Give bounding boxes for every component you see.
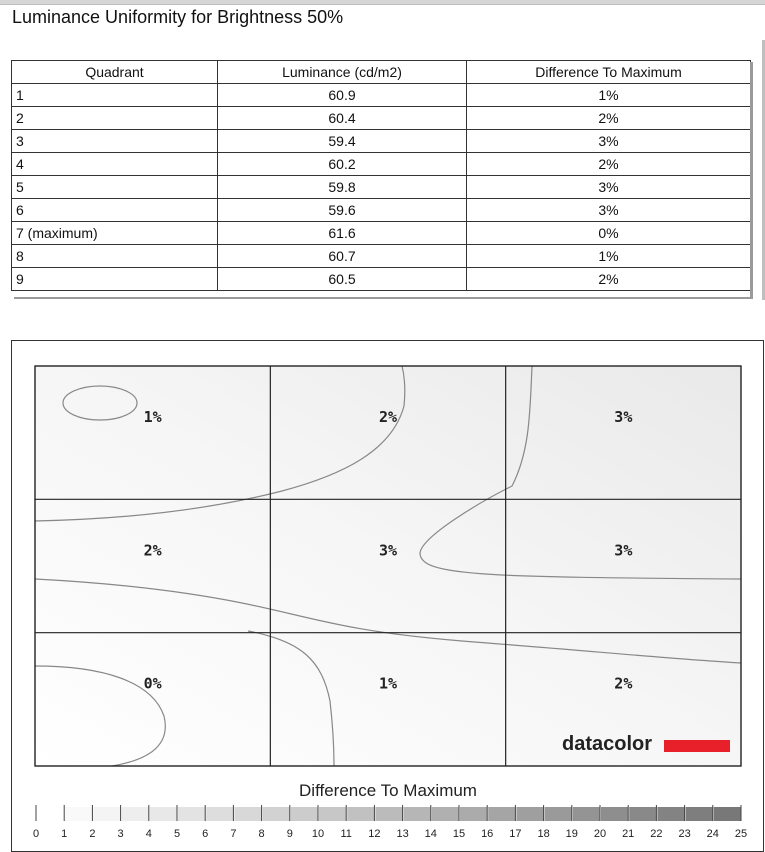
difference-cell: 2% [467,268,751,291]
brand-text: datacolor [562,733,653,755]
legend-tick-label: 8 [258,828,265,840]
legend-swatch [263,807,290,821]
luminance-cell: 59.6 [218,199,467,222]
legend-tick-label: 21 [622,828,635,840]
cell-label: 1% [378,674,398,693]
legend-tick-label: 15 [452,828,466,840]
luminance-cell: 59.4 [218,130,467,153]
table-row [12,176,751,199]
quadrant-cell: 8 [12,245,218,268]
chart-area [35,366,741,766]
difference-cell: 2% [467,107,751,130]
legend-swatch [319,807,346,821]
difference-cell: 3% [467,199,751,222]
legend-tick-label: 5 [173,828,181,840]
legend-swatch [347,807,374,821]
legend-tick-label: 14 [424,828,437,840]
legend-tick-label: 11 [340,828,352,840]
legend-swatch [516,807,543,821]
legend-tick-label: 22 [650,828,663,840]
legend-swatch [629,807,656,821]
legend-tick-label: 20 [593,828,607,840]
col-header-difference: Difference To Maximum [467,61,751,84]
legend-swatch [545,807,572,821]
legend-swatch [686,807,713,821]
legend-tick-label: 7 [230,828,237,840]
table-row [12,268,751,291]
legend-swatch [601,807,628,821]
legend-swatch [37,807,64,821]
legend-scale [33,805,747,840]
cell-label: 0% [143,674,162,693]
quadrant-cell: 3 [12,130,218,153]
legend-tick-label: 24 [706,828,719,840]
luminance-table [11,60,751,291]
brand-bar [664,740,730,752]
legend-swatch [657,807,684,821]
legend-swatch [460,807,487,821]
difference-cell: 2% [467,153,751,176]
legend-swatch [404,807,431,821]
luminance-cell: 60.9 [218,84,467,107]
quadrant-cell: 1 [12,84,218,107]
legend-tick-label: 9 [286,828,293,840]
top-rule-line [0,4,765,5]
luminance-cell: 61.6 [218,222,467,245]
legend-tick-label: 12 [368,828,381,840]
legend-swatch [206,807,233,821]
legend-swatch [178,807,205,821]
cell-label: 3% [378,541,398,560]
legend-swatch [432,807,459,821]
cell-label: 2% [378,408,398,426]
quadrant-cell: 2 [12,107,218,130]
luminance-cell: 60.4 [218,107,467,130]
table-row [12,199,751,222]
luminance-cell: 60.5 [218,268,467,291]
table-row [12,153,751,176]
quadrant-cell: 5 [12,176,218,199]
cell-label: 3% [614,408,633,426]
difference-cell: 3% [467,176,751,199]
uniformity-chart-panel [11,340,764,852]
uniformity-chart [12,341,763,843]
luminance-cell: 60.2 [218,153,467,176]
cell-label: 3% [614,541,633,560]
legend-swatch [93,807,120,821]
legend-title: Difference To Maximum [299,781,477,800]
cell-label: 2% [614,674,633,693]
table-row [12,107,751,130]
difference-cell: 1% [467,245,751,268]
legend-tick-label: 1 [61,828,68,840]
legend-tick-label: 19 [565,828,578,840]
col-header-quadrant: Quadrant [12,61,218,84]
legend-swatch [375,807,402,821]
table-header-row [12,61,751,84]
legend-tick-label: 23 [678,828,691,840]
legend-tick-label: 17 [509,828,522,840]
quadrant-cell: 4 [12,153,218,176]
page-title: Luminance Uniformity for Brightness 50% [12,7,344,27]
legend-swatch [573,807,600,821]
legend-tick-label: 25 [734,828,748,840]
legend-swatch [122,807,149,821]
difference-cell: 1% [467,84,751,107]
quadrant-cell: 9 [12,268,218,291]
legend-tick-label: 4 [145,828,152,840]
legend-tick-label: 6 [202,828,209,840]
cell-label: 1% [143,408,162,426]
difference-cell: 0% [467,222,751,245]
legend-swatch [65,807,92,821]
col-header-luminance: Luminance (cd/m2) [218,61,467,84]
luminance-cell: 59.8 [218,176,467,199]
legend-tick-label: 3 [117,828,124,840]
legend-swatch [714,807,741,821]
table-row [12,130,751,153]
table-shadow-bottom [14,297,753,299]
legend-tick-label: 16 [481,828,494,840]
legend-swatch [488,807,515,821]
quadrant-cell: 7 (maximum) [12,222,218,245]
legend-tick-label: 13 [396,828,409,840]
quadrant-cell: 6 [12,199,218,222]
legend-swatch [150,807,177,821]
table-row [12,84,751,107]
luminance-cell: 60.7 [218,245,467,268]
cell-label: 2% [143,541,162,560]
table-shadow [750,62,753,299]
legend-tick-label: 2 [89,828,96,840]
difference-cell: 3% [467,130,751,153]
table-row [12,222,751,245]
legend-swatch [291,807,318,821]
legend-swatch [234,807,261,821]
legend-tick-label: 0 [32,828,40,840]
legend-tick-label: 18 [537,828,550,840]
table-row [12,245,751,268]
legend-tick-label: 10 [311,828,325,840]
